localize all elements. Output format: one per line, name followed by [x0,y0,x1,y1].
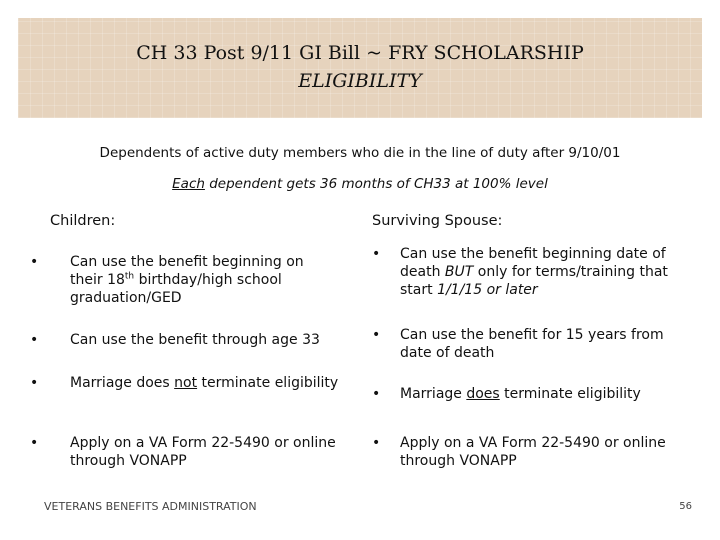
intro-line-2-rest: dependent gets 36 months of CH33 at 100% level [204,176,548,192]
bullet: • [30,375,39,391]
bullet: • [30,254,39,270]
title-banner [18,18,702,118]
slide-title: CH 33 Post 9/11 GI Bill ~ FRY SCHOLARSHIP [136,42,584,64]
bullet: • [30,332,39,348]
children-heading: Children: [50,213,116,229]
bullet: • [372,327,381,343]
footer-org: VETERANS BENEFITS ADMINISTRATION [44,500,257,513]
intro-line-2 [0,176,720,192]
intro-line-1: Dependents of active duty members who die in the line of duty after 9/10/01 [99,145,621,161]
slide-subtitle: ELIGIBILITY [298,70,422,92]
bullet: • [372,435,381,451]
bullet: • [372,246,381,262]
intro-underlined-word: Each [172,176,205,192]
bullet: • [30,435,39,451]
page-number: 56 [679,501,692,512]
spouse-heading: Surviving Spouse: [372,213,503,229]
bullet: • [372,386,381,402]
